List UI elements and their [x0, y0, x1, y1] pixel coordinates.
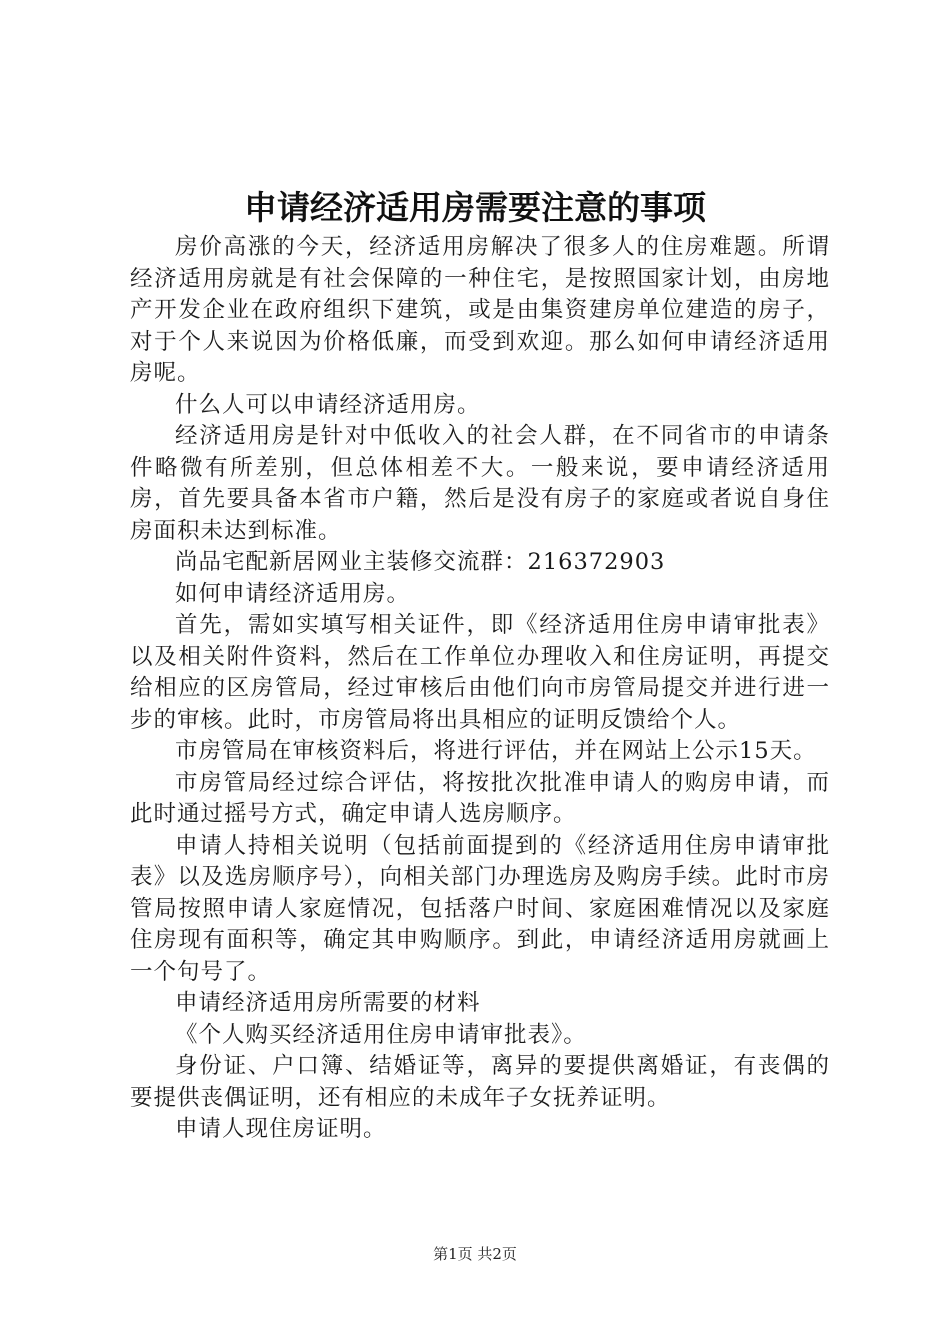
paragraph-step-publicity: 市房管局在审核资料后，将进行评估，并在网站上公示15天。: [175, 738, 817, 764]
paragraph-step-purchase: 申请人持相关说明（包括前面提到的《经济适用住房申请审批表》以及选房顺序号），向相关部门办理选房及购房手续。此时市房管局按照申请人家庭情况，包括落户时间、家庭困难情况以及家庭住房现有面积等，确定其申购顺序。到此，申请经济适用房就画上一个句号了。: [130, 832, 830, 985]
paragraph-how-to-apply: 如何申请经济适用房。: [175, 580, 411, 607]
paragraph-material-id: 身份证、户口簿、结婚证等，离异的要提供离婚证，有丧偶的要提供丧偶证明，还有相应的未成年子女抚养证明。: [130, 1053, 830, 1111]
document-body: [130, 232, 830, 1146]
page-number-footer: 第1页 共2页: [433, 1245, 517, 1263]
document-title: 申请经济适用房需要注意的事项: [244, 188, 706, 227]
paragraph-eligibility: 经济适用房是针对中低收入的社会人群，在不同省市的申请条件略微有所差别，但总体相差不大。一般来说，要申请经济适用房，首先要具备本省市户籍，然后是没有房子的家庭或者说自身住房面积未达到标准。: [130, 423, 830, 544]
paragraph-who-can-apply: 什么人可以申请经济适用房。: [175, 391, 481, 418]
paragraph-materials-heading: 申请经济适用房所需要的材料: [175, 990, 481, 1016]
paragraph-step-lottery: 市房管局经过综合评估，将按批次批准申请人的购房申请，而此时通过摇号方式，确定申请人选房顺序。: [130, 769, 830, 827]
paragraph-group-info: 尚品宅配新居网业主装修交流群：216372903: [175, 549, 666, 575]
paragraph-material-form: 《个人购买经济适用住房申请审批表》。: [175, 1021, 587, 1048]
paragraph-material-housing-proof: 申请人现住房证明。: [175, 1116, 387, 1142]
paragraph-step-fill-form: 首先，需如实填写相关证件，即《经济适用住房申请审批表》以及相关附件资料，然后在工作单位办理收入和住房证明，再提交给相应的区房管局，经过审核后由他们向市房管局提交并进行进一步的审核。此时，市房管局将出具相应的证明反馈给个人。: [130, 612, 830, 733]
paragraph-intro: 房价高涨的今天，经济适用房解决了很多人的住房难题。所谓经济适用房就是有社会保障的一种住宅，是按照国家计划，由房地产开发企业在政府组织下建筑，或是由集资建房单位建造的房子，对于个人来说因为价格低廉，而受到欢迎。那么如何申请经济适用房呢。: [130, 234, 830, 386]
